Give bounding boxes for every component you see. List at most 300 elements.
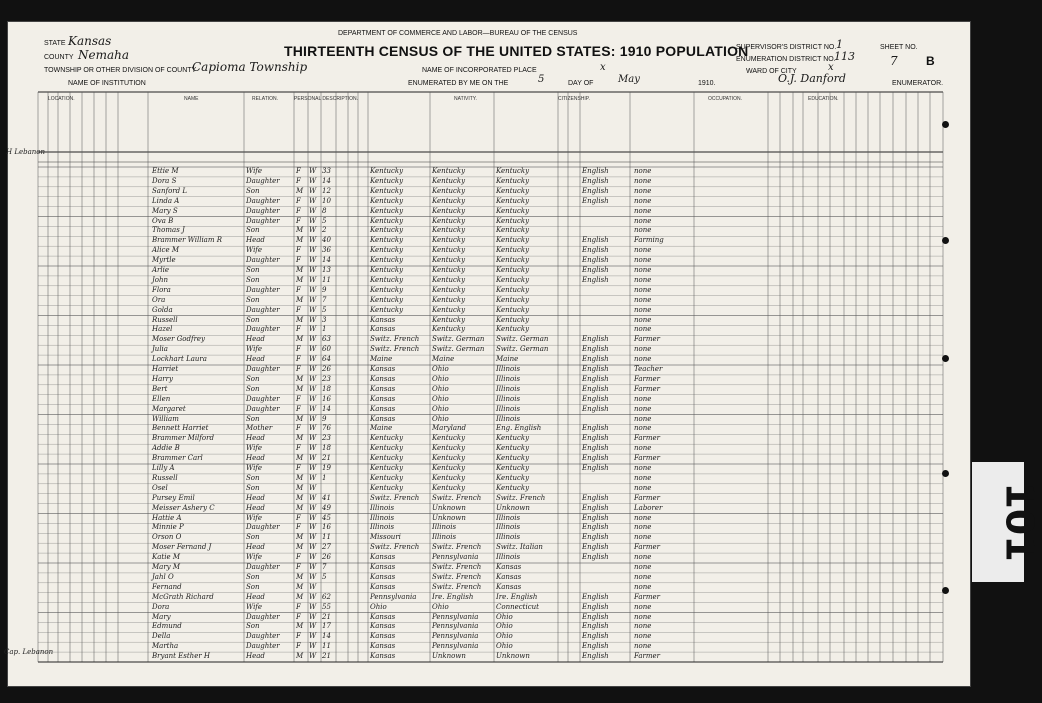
table-row: [8, 563, 970, 573]
person-name-cell: Edmund: [152, 622, 182, 631]
occupation-cell: Farmer: [634, 592, 661, 601]
table-row: [8, 603, 970, 613]
relation-cell: Son: [246, 374, 260, 383]
birthplace-cell: Kansas: [370, 553, 396, 562]
person-name-cell: Hazel: [152, 325, 173, 334]
race-cell: W: [309, 285, 317, 294]
person-name-cell: Orson O: [152, 533, 182, 542]
race-cell: W: [309, 652, 317, 661]
birthplace-cell: Kentucky: [370, 444, 404, 453]
mother-birthplace-cell: Connecticut: [496, 602, 539, 611]
race-cell: W: [309, 444, 317, 453]
father-birthplace-cell: Pennsylvania: [432, 553, 479, 562]
father-birthplace-cell: Kentucky: [432, 206, 466, 215]
table-row: [8, 177, 970, 187]
age-cell: 7: [322, 563, 327, 571]
table-row: [8, 316, 970, 326]
mother-birthplace-cell: Kentucky: [496, 206, 530, 215]
enumerated-month: May: [618, 74, 640, 85]
birthplace-cell: Kentucky: [370, 256, 404, 265]
father-birthplace-cell: Kentucky: [432, 454, 466, 463]
sex-cell: M: [296, 236, 304, 245]
occupation-cell: none: [634, 206, 652, 215]
father-birthplace-cell: Kentucky: [432, 196, 466, 205]
relation-cell: Head: [246, 434, 265, 443]
mother-birthplace-cell: Kentucky: [496, 305, 530, 314]
race-cell: W: [309, 266, 317, 274]
mother-birthplace-cell: Kentucky: [496, 473, 530, 482]
relation-cell: Son: [246, 533, 260, 542]
age-cell: 10: [322, 196, 331, 205]
mother-birthplace-cell: Illinois: [496, 523, 521, 532]
table-row: [8, 553, 970, 563]
table-row: [8, 652, 970, 662]
mother-birthplace-cell: Kentucky: [496, 295, 530, 304]
race-cell: W: [309, 394, 317, 403]
age-cell: 1: [322, 473, 327, 482]
enumerated-label: ENUMERATED BY ME ON THE: [408, 80, 509, 87]
person-name-cell: Lockhart Laura: [152, 355, 207, 364]
occupation-cell: none: [634, 612, 652, 621]
mother-birthplace-cell: Maine: [496, 355, 519, 364]
punch-hole: [942, 121, 949, 128]
birthplace-cell: Kansas: [370, 582, 396, 591]
age-cell: 45: [322, 513, 331, 522]
race-cell: W: [309, 167, 317, 175]
race-cell: W: [309, 592, 317, 601]
relation-cell: Head: [246, 236, 265, 245]
table-row: [8, 375, 970, 385]
race-cell: W: [309, 434, 317, 443]
relation-cell: Daughter: [246, 256, 280, 265]
person-name-cell: Golda: [152, 305, 173, 314]
person-name-cell: Arlie: [152, 266, 170, 274]
father-birthplace-cell: Pennsylvania: [432, 642, 479, 651]
language-cell: English: [582, 533, 609, 542]
table-row: [8, 345, 970, 355]
person-name-cell: Pursey Emil: [152, 493, 195, 502]
birthplace-cell: Switz. French: [370, 493, 420, 502]
birthplace-cell: Kentucky: [370, 285, 404, 294]
table-row: [8, 593, 970, 603]
relation-cell: Daughter: [246, 176, 280, 185]
age-cell: 60: [322, 345, 331, 354]
occupation-cell: none: [634, 275, 652, 284]
language-cell: English: [582, 394, 609, 403]
occupation-cell: none: [634, 256, 652, 265]
occupation-cell: Farmer: [634, 434, 661, 443]
col-group-personal: PERSONAL DESCRIPTION.: [294, 96, 358, 102]
language-cell: English: [582, 355, 609, 364]
sex-cell: F: [296, 305, 301, 314]
occupation-cell: none: [634, 325, 652, 334]
language-cell: English: [582, 503, 609, 512]
race-cell: W: [309, 612, 317, 621]
birthplace-cell: Kentucky: [370, 176, 404, 185]
age-cell: 21: [322, 612, 331, 621]
father-birthplace-cell: Illinois: [432, 533, 457, 542]
table-row: [8, 474, 970, 484]
margin-note-top: H Lebanon: [6, 148, 46, 156]
mother-birthplace-cell: Kentucky: [496, 434, 530, 443]
race-cell: W: [309, 483, 317, 492]
race-cell: W: [309, 533, 317, 542]
birthplace-cell: Kansas: [370, 642, 396, 651]
mother-birthplace-cell: Illinois: [496, 414, 521, 423]
race-cell: W: [309, 355, 317, 364]
person-name-cell: Flora: [152, 285, 171, 294]
margin-note-bottom: Cap. Lebanon: [4, 648, 54, 656]
occupation-cell: none: [634, 295, 652, 304]
relation-cell: Son: [246, 582, 260, 591]
race-cell: W: [309, 256, 317, 265]
mother-birthplace-cell: Ohio: [496, 622, 513, 631]
mother-birthplace-cell: Illinois: [496, 374, 521, 383]
age-cell: 76: [322, 424, 331, 433]
race-cell: W: [309, 454, 317, 463]
table-row: [8, 217, 970, 227]
occupation-cell: Farmer: [634, 384, 661, 393]
race-cell: W: [309, 374, 317, 383]
sex-cell: F: [296, 394, 301, 403]
enumerator-label: ENUMERATOR.: [892, 80, 944, 87]
father-birthplace-cell: Switz. French: [432, 493, 482, 502]
person-name-cell: Hattie A: [152, 513, 182, 522]
race-cell: W: [309, 404, 317, 413]
mother-birthplace-cell: Kentucky: [496, 256, 530, 265]
birthplace-cell: Kentucky: [370, 216, 404, 225]
language-cell: English: [582, 196, 609, 205]
person-name-cell: Harry: [152, 374, 173, 383]
person-name-cell: William: [152, 414, 179, 423]
sex-cell: M: [296, 493, 304, 502]
enumerator-signature: O.J. Danford: [778, 72, 846, 85]
age-cell: 2: [322, 226, 327, 235]
birthplace-cell: Switz. French: [370, 543, 420, 552]
father-birthplace-cell: Ohio: [432, 365, 449, 373]
occupation-cell: Farmer: [634, 493, 661, 502]
birthplace-cell: Kansas: [370, 394, 396, 403]
table-row: [8, 226, 970, 236]
birthplace-cell: Kansas: [370, 365, 396, 373]
language-cell: English: [582, 454, 609, 463]
occupation-cell: Teacher: [634, 365, 663, 373]
table-row: [8, 415, 970, 425]
father-birthplace-cell: Kentucky: [432, 236, 466, 245]
father-birthplace-cell: Kentucky: [432, 295, 466, 304]
birthplace-cell: Kentucky: [370, 473, 404, 482]
father-birthplace-cell: Kentucky: [432, 186, 466, 195]
age-cell: 23: [322, 434, 331, 443]
father-birthplace-cell: Kentucky: [432, 444, 466, 453]
race-cell: W: [309, 464, 317, 472]
relation-cell: Son: [246, 295, 260, 304]
occupation-cell: none: [634, 513, 652, 522]
person-name-cell: Moser Fernand J: [152, 543, 212, 552]
age-cell: 18: [322, 384, 331, 393]
enum-district-label: ENUMERATION DISTRICT NO.: [736, 56, 836, 63]
age-cell: 11: [322, 642, 331, 651]
table-row: [8, 365, 970, 375]
occupation-cell: none: [634, 246, 652, 255]
age-cell: 62: [322, 592, 331, 601]
mother-birthplace-cell: Kentucky: [496, 266, 530, 274]
occupation-cell: none: [634, 176, 652, 185]
person-name-cell: Dora S: [152, 176, 177, 185]
birthplace-cell: Kansas: [370, 315, 396, 324]
birthplace-cell: Kansas: [370, 384, 396, 393]
mother-birthplace-cell: Illinois: [496, 384, 521, 393]
language-cell: English: [582, 632, 609, 641]
birthplace-cell: Illinois: [370, 503, 395, 512]
age-cell: 13: [322, 266, 331, 274]
relation-cell: Daughter: [246, 523, 280, 532]
race-cell: W: [309, 236, 317, 245]
sex-cell: F: [296, 513, 301, 522]
occupation-cell: none: [634, 553, 652, 562]
age-cell: 21: [322, 652, 331, 661]
relation-cell: Son: [246, 186, 260, 195]
ward-value: x: [828, 62, 834, 73]
occupation-cell: none: [634, 226, 652, 235]
page-title: THIRTEENTH CENSUS OF THE UNITED STATES: 1910 POPULATION: [284, 43, 749, 59]
language-cell: English: [582, 404, 609, 413]
race-cell: W: [309, 473, 317, 482]
sex-cell: F: [296, 246, 301, 255]
race-cell: W: [309, 365, 317, 373]
sex-cell: F: [296, 444, 301, 453]
relation-cell: Son: [246, 414, 260, 423]
table-row: [8, 385, 970, 395]
birthplace-cell: Kansas: [370, 622, 396, 631]
age-cell: 23: [322, 374, 331, 383]
table-row: [8, 405, 970, 415]
mother-birthplace-cell: Kansas: [496, 572, 522, 581]
sheet-value: 7: [890, 54, 898, 68]
father-birthplace-cell: Kentucky: [432, 266, 466, 274]
mother-birthplace-cell: Ire. English: [496, 592, 538, 601]
birthplace-cell: Kansas: [370, 404, 396, 413]
mother-birthplace-cell: Kentucky: [496, 176, 530, 185]
language-cell: English: [582, 266, 609, 274]
sex-cell: F: [296, 196, 301, 205]
birthplace-cell: Kentucky: [370, 464, 404, 472]
county-label: COUNTY: [44, 54, 74, 61]
occupation-cell: none: [634, 533, 652, 542]
race-cell: W: [309, 186, 317, 195]
sex-cell: M: [296, 414, 304, 423]
language-cell: English: [582, 434, 609, 443]
col-group-citizenship: CITIZENSHIP.: [558, 96, 590, 102]
father-birthplace-cell: Kentucky: [432, 473, 466, 482]
sheet-label: SHEET NO.: [880, 44, 918, 51]
father-birthplace-cell: Kentucky: [432, 167, 466, 175]
relation-cell: Daughter: [246, 325, 280, 334]
table-row: [8, 622, 970, 632]
language-cell: English: [582, 424, 609, 433]
language-cell: English: [582, 256, 609, 265]
person-name-cell: Bert: [152, 384, 168, 393]
incorporated-label: NAME OF INCORPORATED PLACE: [422, 67, 537, 74]
age-cell: 1: [322, 325, 327, 334]
table-row: [8, 514, 970, 524]
table-row: [8, 256, 970, 266]
father-birthplace-cell: Ohio: [432, 414, 449, 423]
age-cell: 19: [322, 464, 331, 472]
person-name-cell: Margaret: [152, 404, 186, 413]
table-row: [8, 533, 970, 543]
father-birthplace-cell: Switz. French: [432, 572, 482, 581]
occupation-cell: none: [634, 632, 652, 641]
sex-cell: M: [296, 295, 304, 304]
father-birthplace-cell: Ohio: [432, 602, 449, 611]
sex-cell: M: [296, 434, 304, 443]
race-cell: W: [309, 216, 317, 225]
race-cell: W: [309, 513, 317, 522]
father-birthplace-cell: Kentucky: [432, 315, 466, 324]
age-cell: 55: [322, 602, 331, 611]
sex-cell: M: [296, 374, 304, 383]
person-name-cell: Mary M: [152, 563, 181, 571]
relation-cell: Daughter: [246, 216, 280, 225]
father-birthplace-cell: Ire. English: [432, 592, 474, 601]
sex-cell: M: [296, 454, 304, 463]
person-name-cell: Ettie M: [152, 167, 179, 175]
person-name-cell: Bennett Harriet: [152, 424, 209, 433]
relation-cell: Son: [246, 572, 260, 581]
race-cell: W: [309, 384, 317, 393]
mother-birthplace-cell: Kentucky: [496, 167, 530, 175]
col-group-location: LOCATION.: [48, 96, 75, 102]
occupation-cell: none: [634, 186, 652, 195]
occupation-cell: Farmer: [634, 652, 661, 661]
father-birthplace-cell: Switz. French: [432, 563, 482, 571]
mother-birthplace-cell: Kentucky: [496, 275, 530, 284]
language-cell: English: [582, 176, 609, 185]
language-cell: English: [582, 345, 609, 354]
age-cell: 40: [322, 236, 331, 245]
occupation-cell: none: [634, 444, 652, 453]
mother-birthplace-cell: Kentucky: [496, 246, 530, 255]
birthplace-cell: Illinois: [370, 513, 395, 522]
punch-hole: [942, 587, 949, 594]
language-cell: English: [582, 642, 609, 651]
race-cell: W: [309, 176, 317, 185]
mother-birthplace-cell: Switz. Italian: [496, 543, 543, 552]
year-label: 1910.: [698, 80, 716, 87]
language-cell: English: [582, 167, 609, 175]
mother-birthplace-cell: Ohio: [496, 612, 513, 621]
relation-cell: Daughter: [246, 285, 280, 294]
race-cell: W: [309, 563, 317, 571]
occupation-cell: Farming: [634, 236, 664, 245]
father-birthplace-cell: Kentucky: [432, 176, 466, 185]
col-group-education: EDUCATION.: [808, 96, 839, 102]
sex-cell: F: [296, 176, 301, 185]
age-cell: 5: [322, 572, 327, 581]
person-name-cell: Brammer Milford: [152, 434, 214, 443]
mother-birthplace-cell: Kentucky: [496, 325, 530, 334]
language-cell: English: [582, 553, 609, 562]
table-row: [8, 306, 970, 316]
age-cell: 36: [322, 246, 331, 255]
person-name-cell: Brammer William R: [152, 236, 222, 245]
birthplace-cell: Kentucky: [370, 196, 404, 205]
age-cell: 14: [322, 404, 331, 413]
birthplace-cell: Kentucky: [370, 167, 404, 175]
relation-cell: Son: [246, 473, 260, 482]
mother-birthplace-cell: Kentucky: [496, 285, 530, 294]
table-row: [8, 613, 970, 623]
age-cell: 14: [322, 632, 331, 641]
person-name-cell: Harriet: [152, 365, 179, 373]
language-cell: English: [582, 652, 609, 661]
sex-cell: M: [296, 622, 304, 631]
col-group-occupation: OCCUPATION.: [708, 96, 742, 102]
age-cell: 49: [322, 503, 331, 512]
language-cell: English: [582, 335, 609, 344]
mother-birthplace-cell: Ohio: [496, 632, 513, 641]
birthplace-cell: Kansas: [370, 414, 396, 423]
person-name-cell: Thomas J: [152, 226, 185, 235]
mother-birthplace-cell: Kentucky: [496, 454, 530, 463]
occupation-cell: none: [634, 473, 652, 482]
race-cell: W: [309, 305, 317, 314]
race-cell: W: [309, 493, 317, 502]
age-cell: 11: [322, 533, 331, 542]
sex-cell: F: [296, 612, 301, 621]
birthplace-cell: Kansas: [370, 325, 396, 334]
birthplace-cell: Kentucky: [370, 295, 404, 304]
person-name-cell: Osel: [152, 483, 168, 492]
sex-cell: F: [296, 424, 301, 433]
age-cell: 7: [322, 295, 327, 304]
mother-birthplace-cell: Kentucky: [496, 196, 530, 205]
language-cell: English: [582, 543, 609, 552]
table-row: [8, 424, 970, 434]
mother-birthplace-cell: Illinois: [496, 365, 521, 373]
father-birthplace-cell: Kentucky: [432, 464, 466, 472]
birthplace-cell: Pennsylvania: [370, 592, 417, 601]
person-name-cell: Meisser Ashery C: [152, 503, 215, 512]
birthplace-cell: Kentucky: [370, 186, 404, 195]
occupation-cell: none: [634, 424, 652, 433]
person-name-cell: McGrath Richard: [152, 592, 214, 601]
age-cell: 64: [322, 355, 331, 364]
relation-cell: Head: [246, 355, 265, 364]
sex-cell: F: [296, 206, 301, 215]
relation-cell: Wife: [246, 464, 263, 472]
language-cell: English: [582, 236, 609, 245]
sex-cell: M: [296, 582, 304, 591]
table-row: [8, 484, 970, 494]
relation-cell: Daughter: [246, 305, 280, 314]
mother-birthplace-cell: Switz. German: [496, 345, 549, 354]
relation-cell: Wife: [246, 167, 263, 175]
relation-cell: Head: [246, 652, 265, 661]
occupation-cell: none: [634, 523, 652, 532]
table-row: [8, 207, 970, 217]
ward-label: WARD OF CITY: [746, 68, 797, 75]
father-birthplace-cell: Kentucky: [432, 305, 466, 314]
birthplace-cell: Switz. French: [370, 345, 420, 354]
age-cell: 3: [322, 315, 327, 324]
language-cell: English: [582, 246, 609, 255]
race-cell: W: [309, 503, 317, 512]
sex-cell: F: [296, 602, 301, 611]
birthplace-cell: Missouri: [370, 533, 401, 542]
mother-birthplace-cell: Eng. English: [496, 424, 542, 433]
